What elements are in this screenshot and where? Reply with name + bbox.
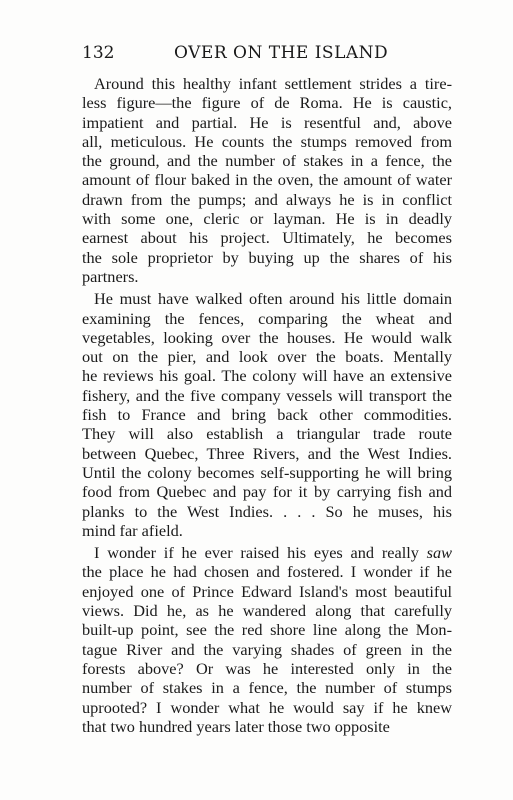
text-line: number of stakes in a fence, the number of stumps xyxy=(82,678,452,698)
italic-word: saw xyxy=(426,543,452,563)
text-line: amount of flour baked in the oven, the amount of water xyxy=(82,170,452,190)
text-line: he reviews his goal. The colony will have an extensive xyxy=(82,366,452,386)
text-line: He must have walked often around his little domain xyxy=(94,289,452,309)
paragraph xyxy=(82,74,452,286)
text-line: that two hundred years later those two opposite xyxy=(82,716,390,736)
text-line: between Quebec, Three Rivers, and the West Indies. xyxy=(82,443,452,463)
text-line: the ground, and the number of stakes in a fence, the xyxy=(82,151,452,171)
paragraph xyxy=(82,543,452,736)
text-line: impatient and partial. He is resentful and, above xyxy=(82,112,452,132)
text-line: earnest about his project. Ultimately, he becomes xyxy=(82,228,452,248)
text-line: partners. xyxy=(82,266,139,286)
text-line: enjoyed one of Prince Edward Island's most beautiful xyxy=(82,581,452,601)
page-header xyxy=(82,43,452,67)
text-line: forests above? Or was he interested only in the xyxy=(82,658,452,678)
text-line: They will also establish a triangular trade route xyxy=(82,424,452,444)
page-number: 132 xyxy=(82,43,115,63)
text-line: with some one, cleric or layman. He is in deadly xyxy=(82,209,452,229)
text-line: examining the fences, comparing the wheat and xyxy=(82,308,452,328)
text-line: vegetables, looking over the houses. He would walk xyxy=(82,327,452,347)
text-line: fish to France and bring back other commodities. xyxy=(82,405,452,425)
text-line: the place he had chosen and fostered. I wonder if he xyxy=(82,562,452,582)
text-line: all, meticulous. He counts the stumps removed from xyxy=(82,131,452,151)
text-line: tague River and the varying shades of green in the xyxy=(82,639,452,659)
text-line: planks to the West Indies. . . . So he muses, his xyxy=(82,501,452,521)
text-line: mind far afield. xyxy=(82,520,183,540)
text-line: uprooted? I wonder what he would say if he knew xyxy=(82,697,452,717)
text-line: views. Did he, as he wandered along that carefully xyxy=(82,601,452,621)
text-line: food from Quebec and pay for it by carrying fish and xyxy=(82,482,452,502)
text-line: Until the colony becomes self-supporting he will bring xyxy=(82,462,452,482)
running-head: OVER ON THE ISLAND xyxy=(174,43,389,63)
text-line: drawn from the pumps; and always he is in conflict xyxy=(82,189,452,209)
text-line: built-up point, see the red shore line along the Mon- xyxy=(82,620,452,640)
text-line: I wonder if he ever raised his eyes and really saw xyxy=(94,543,452,563)
paragraph xyxy=(82,289,452,540)
body-text xyxy=(82,74,452,739)
text-line: the sole proprietor by buying up the shares of his xyxy=(82,247,452,267)
text-line: out on the pier, and look over the boats. Mentally xyxy=(82,347,452,367)
text-line: Around this healthy infant settlement strides a tire- xyxy=(94,74,452,93)
text-line: less figure—the figure of de Roma. He is caustic, xyxy=(82,93,452,113)
text-line: fishery, and the five company vessels will transport the xyxy=(82,385,452,405)
